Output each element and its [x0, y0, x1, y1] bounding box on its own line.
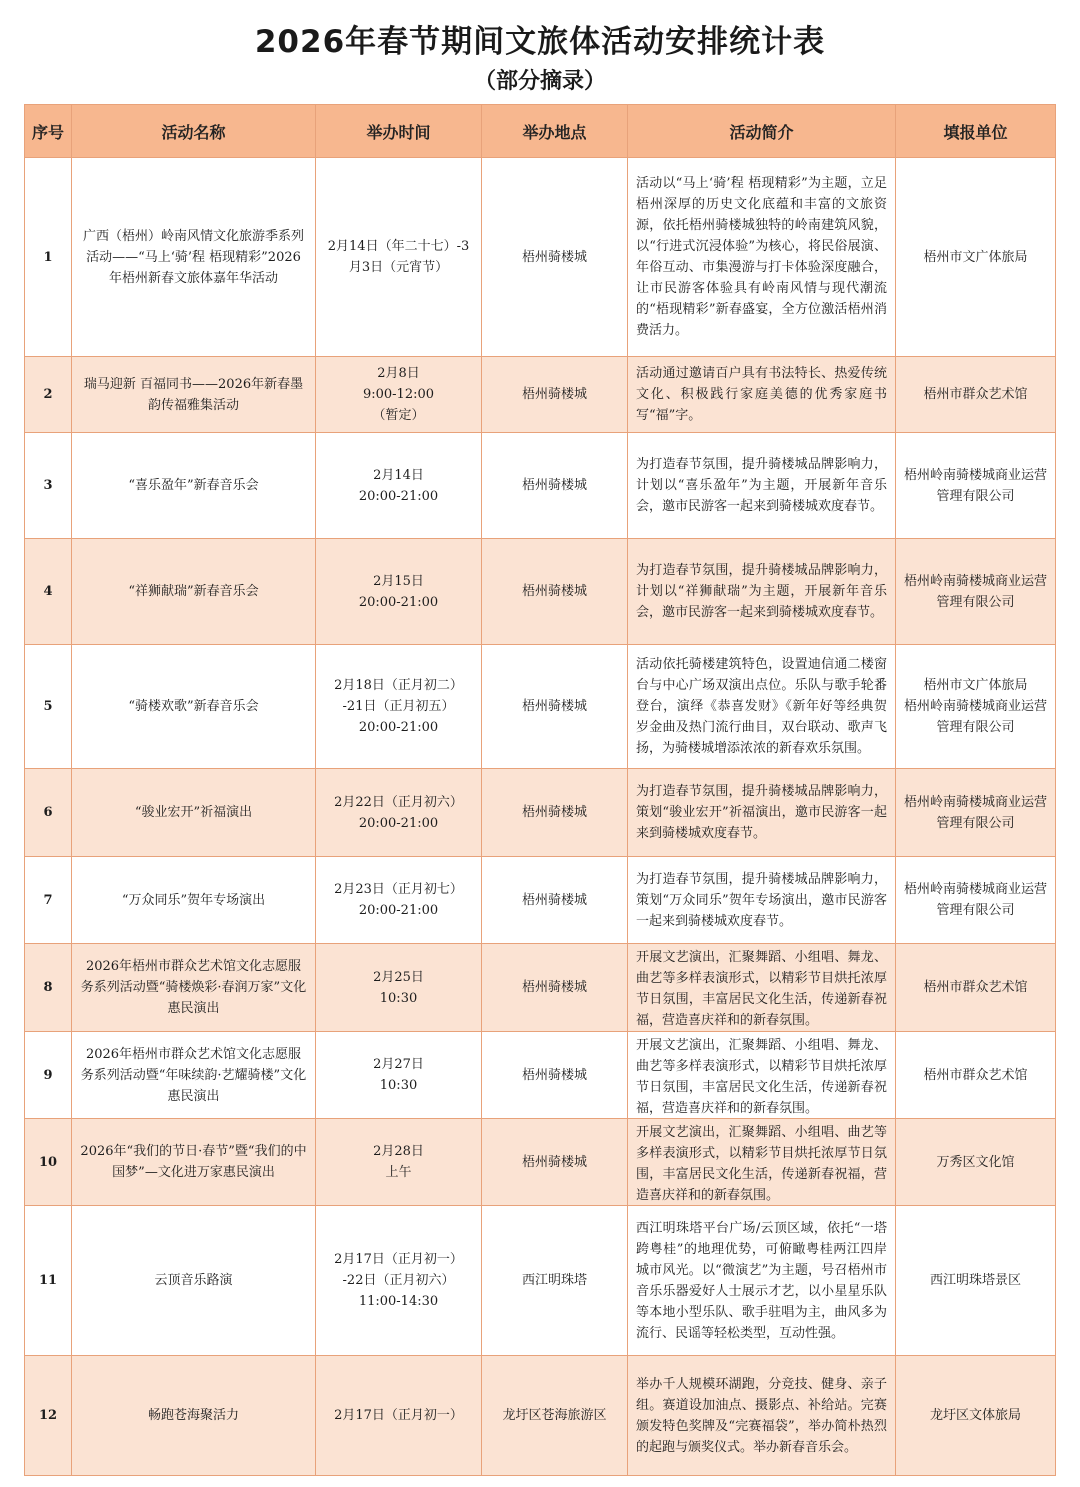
cell-desc-text: 活动通过邀请百户具有书法特长、热爱传统文化、积极践行家庭美德的优秀家庭书写“福”字。: [636, 366, 887, 423]
header-desc: 活动简介: [628, 105, 896, 158]
cell-time: 2月23日（正月初七） 20:00-21:00: [316, 857, 482, 944]
cell-place: 西江明珠塔: [482, 1206, 628, 1356]
cell-seq: 11: [25, 1206, 72, 1356]
cell-place: 梧州骑楼城: [482, 857, 628, 944]
page-subtitle: （部分摘录）: [473, 69, 606, 94]
cell-time: 2月17日（正月初一） -22日（正月初六） 11:00-14:30: [316, 1206, 482, 1356]
table-row: [25, 857, 1056, 944]
cell-seq: 5: [25, 645, 72, 769]
cell-desc: [628, 158, 896, 357]
cell-unit: 梧州岭南骑楼城商业运营管理有限公司: [896, 769, 1056, 857]
cell-desc-text: 举办千人规模环湖跑，分竞技、健身、亲子组。赛道设加油点、摄影点、补给站。完赛颁发特色奖牌及“完赛福袋”，举办简朴热烈的起跑与颁奖仪式。举办新春音乐会。: [636, 1376, 887, 1455]
table-header-row: [25, 105, 1056, 158]
table-row: [25, 1119, 1056, 1206]
header-time: 举办时间: [316, 105, 482, 158]
activity-table: [24, 104, 1056, 1476]
cell-time: 2月22日（正月初六） 20:00-21:00: [316, 769, 482, 857]
cell-desc: [628, 357, 896, 433]
cell-time: 2月17日（正月初一）: [316, 1356, 482, 1476]
cell-unit: 梧州岭南骑楼城商业运营管理有限公司: [896, 433, 1056, 539]
cell-seq: 10: [25, 1119, 72, 1206]
table-row: [25, 1356, 1056, 1476]
cell-name: “祥狮献瑞”新春音乐会: [72, 539, 316, 645]
cell-desc: [628, 539, 896, 645]
cell-unit: 梧州岭南骑楼城商业运营管理有限公司: [896, 857, 1056, 944]
cell-place: 梧州骑楼城: [482, 645, 628, 769]
cell-desc-text: 为打造春节氛围，提升骑楼城品牌影响力，策划“骏业宏开”祈福演出，邀市民游客一起来到骑楼城欢度春节。: [636, 784, 887, 841]
table-row: [25, 944, 1056, 1032]
header-place: 举办地点: [482, 105, 628, 158]
cell-desc-text: 活动依托骑楼建筑特色，设置迪信通二楼窗台与中心广场双演出点位。乐队与歌手轮番登台，演绎《恭喜发财》《新年好等经典贺岁金曲及热门流行曲目，双台联动、歌声飞扬，为骑楼城增添浓浓的新春欢乐氛围。: [636, 657, 887, 756]
table-row: [25, 357, 1056, 433]
cell-desc: [628, 433, 896, 539]
cell-desc-text: 为打造春节氛围，提升骑楼城品牌影响力，计划以“祥狮献瑞”为主题，开展新年音乐会，邀市民游客一起来到骑楼城欢度春节。: [636, 563, 887, 620]
cell-seq: 7: [25, 857, 72, 944]
cell-desc-text: 为打造春节氛围，提升骑楼城品牌影响力，计划以“喜乐盈年”为主题，开展新年音乐会，邀市民游客一起来到骑楼城欢度春节。: [636, 457, 887, 514]
cell-seq: 2: [25, 357, 72, 433]
cell-desc: [628, 857, 896, 944]
cell-seq: 8: [25, 944, 72, 1032]
table-row: [25, 645, 1056, 769]
table-body: [25, 158, 1056, 1476]
header-seq: 序号: [25, 105, 72, 158]
table-row: [25, 539, 1056, 645]
cell-name: 畅跑苍海聚活力: [72, 1356, 316, 1476]
table-row: [25, 433, 1056, 539]
cell-desc: [628, 1356, 896, 1476]
cell-desc-text: 开展文艺演出，汇聚舞蹈、小组唱、舞龙、曲艺等多样表演形式，以精彩节目烘托浓厚节日氛围，丰富居民文化生活，传递新春祝福，营造喜庆祥和的新春氛围。: [636, 949, 887, 1028]
cell-unit: 梧州市群众艺术馆: [896, 357, 1056, 433]
cell-desc-text: 为打造春节氛围，提升骑楼城品牌影响力，策划“万众同乐”贺年专场演出，邀市民游客一起来到骑楼城欢度春节。: [636, 871, 887, 929]
cell-time: 2月18日（正月初二） -21日（正月初五） 20:00-21:00: [316, 645, 482, 769]
cell-seq: 6: [25, 769, 72, 857]
cell-desc-text: 西江明珠塔平台广场/云顶区域，依托“一塔跨粤桂”的地理优势，可俯瞰粤桂两江四岸城市风光。以“微演艺”为主题，号召梧州市音乐乐器爱好人士展示才艺，以小星星乐队等本地小型乐队、歌手驻唱为主，曲风多为流行、民谣等轻松类型，互动性强。: [636, 1220, 887, 1341]
cell-unit: 梧州市群众艺术馆: [896, 944, 1056, 1032]
cell-unit: 梧州市群众艺术馆: [896, 1032, 1056, 1119]
cell-desc: [628, 944, 896, 1032]
cell-name: 云顶音乐路演: [72, 1206, 316, 1356]
cell-unit: 龙圩区文体旅局: [896, 1356, 1056, 1476]
cell-name: 2026年梧州市群众艺术馆文化志愿服务系列活动暨“年味续韵·艺耀骑楼”文化惠民演出: [72, 1032, 316, 1119]
cell-desc: [628, 1119, 896, 1206]
cell-unit: 西江明珠塔景区: [896, 1206, 1056, 1356]
cell-place: 梧州骑楼城: [482, 1032, 628, 1119]
cell-name: “万众同乐”贺年专场演出: [72, 857, 316, 944]
cell-place: 梧州骑楼城: [482, 769, 628, 857]
cell-name: 2026年“我们的节日·春节”暨“我们的中国梦”—文化进万家惠民演出: [72, 1119, 316, 1206]
table-row: [25, 769, 1056, 857]
cell-time: 2月8日 9:00-12:00 （暂定）: [316, 357, 482, 433]
cell-place: 梧州骑楼城: [482, 357, 628, 433]
cell-unit: 万秀区文化馆: [896, 1119, 1056, 1206]
cell-place: 龙圩区苍海旅游区: [482, 1356, 628, 1476]
cell-name: 瑞马迎新 百福同书——2026年新春墨韵传福雅集活动: [72, 357, 316, 433]
cell-unit: 梧州岭南骑楼城商业运营管理有限公司: [896, 539, 1056, 645]
cell-place: 梧州骑楼城: [482, 1119, 628, 1206]
cell-name: “骑楼欢歌”新春音乐会: [72, 645, 316, 769]
cell-seq: 9: [25, 1032, 72, 1119]
cell-place: 梧州骑楼城: [482, 158, 628, 357]
cell-name: “骏业宏开”祈福演出: [72, 769, 316, 857]
cell-desc-text: 开展文艺演出，汇聚舞蹈、小组唱、曲艺等多样表演形式，以精彩节目烘托浓厚节日氛围，丰富居民文化生活，传递新春祝福，营造喜庆祥和的新春氛围。: [636, 1124, 887, 1203]
cell-unit: 梧州市文广体旅局 梧州岭南骑楼城商业运营管理有限公司: [896, 645, 1056, 769]
page-title: 2026年春节期间文旅体活动安排统计表: [254, 24, 826, 60]
cell-time: 2月14日 20:00-21:00: [316, 433, 482, 539]
cell-time: 2月14日（年二十七）-3月3日（元宵节）: [316, 158, 482, 357]
table-row: [25, 158, 1056, 357]
cell-name: 2026年梧州市群众艺术馆文化志愿服务系列活动暨“骑楼焕彩·春润万家”文化惠民演出: [72, 944, 316, 1032]
cell-unit: 梧州市文广体旅局: [896, 158, 1056, 357]
cell-desc: [628, 1206, 896, 1356]
cell-seq: 4: [25, 539, 72, 645]
cell-place: 梧州骑楼城: [482, 433, 628, 539]
cell-desc: [628, 1032, 896, 1119]
cell-name: 广西（梧州）岭南风情文化旅游季系列活动——“马上‘骑’程 梧现精彩”2026年梧州新春文旅体嘉年华活动: [72, 158, 316, 357]
cell-time: 2月27日 10:30: [316, 1032, 482, 1119]
cell-desc-text: 开展文艺演出，汇聚舞蹈、小组唱、舞龙、曲艺等多样表演形式，以精彩节目烘托浓厚节日氛围，丰富居民文化生活，传递新春祝福，营造喜庆祥和的新春氛围。: [636, 1037, 887, 1116]
cell-place: 梧州骑楼城: [482, 944, 628, 1032]
cell-desc-text: 活动以“马上‘骑’程 梧现精彩”为主题，立足梧州深厚的历史文化底蕴和丰富的文旅资源，依托梧州骑楼城独特的岭南建筑风貌，以“行进式沉浸体验”为核心，将民俗展演、年俗互动、市集漫游与打卡体验深度融合，让市民游客体验具有岭南风情与现代潮流的“梧现精彩”新春盛宴，全方位激活梧州消费活力。: [636, 176, 887, 338]
cell-seq: 1: [25, 158, 72, 357]
cell-time: 2月25日 10:30: [316, 944, 482, 1032]
cell-seq: 12: [25, 1356, 72, 1476]
table-row: [25, 1206, 1056, 1356]
cell-place: 梧州骑楼城: [482, 539, 628, 645]
cell-desc: [628, 645, 896, 769]
cell-desc: [628, 769, 896, 857]
cell-time: 2月28日 上午: [316, 1119, 482, 1206]
cell-time: 2月15日 20:00-21:00: [316, 539, 482, 645]
header-name: 活动名称: [72, 105, 316, 158]
table-row: [25, 1032, 1056, 1119]
cell-seq: 3: [25, 433, 72, 539]
header-unit: 填报单位: [896, 105, 1056, 158]
cell-name: “喜乐盈年”新春音乐会: [72, 433, 316, 539]
